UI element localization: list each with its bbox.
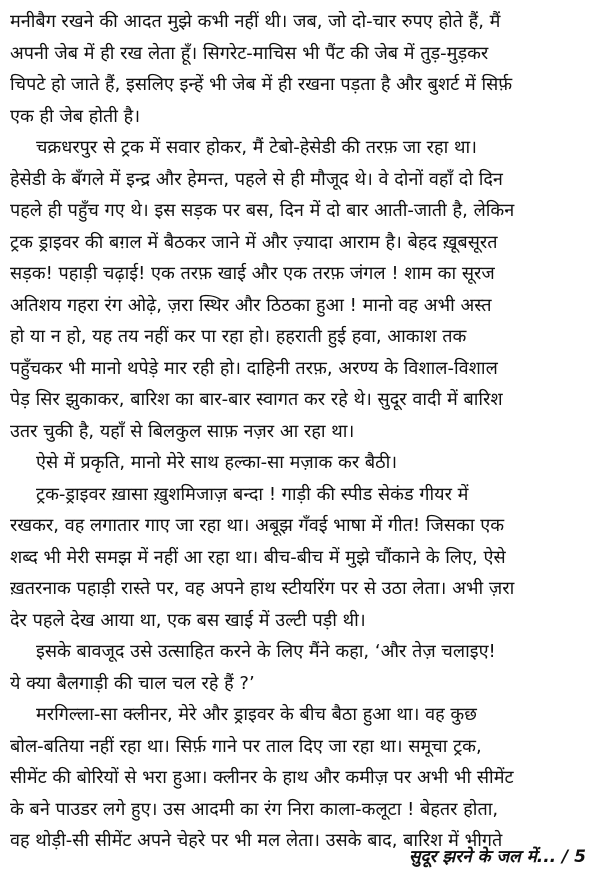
text-line: वह थोड़ी-सी सीमेंट अपने चेहरे पर भी मल लेता। उसके बाद, बारिश में भीगते: [10, 830, 503, 851]
text-line: शब्द भी मेरी समझ में नहीं आ रहा था। बीच-बीच में मुझे चौंकाने के लिए, ऐसे: [10, 546, 506, 568]
body-text: [10, 6, 592, 857]
text-line: हेसेडी के बँगले में इन्द्र और हेमन्त, पहले से ही मौजूद थे। वे दोनों वहाँ दो दिन: [10, 168, 503, 190]
text-line: ट्रक ड्राइवर की बग़ल में बैठकर जाने में और ज़्यादा आराम है। बेहद ख़ूबसूरत: [10, 231, 498, 253]
text-line: पेड़ सिर झुकाकर, बारिश का बार-बार स्वागत कर रहे थे। सुदूर वादी में बारिश: [10, 389, 503, 410]
paragraph: [10, 447, 592, 479]
text-line: के बने पाउडर लगे हुए। उस आदमी का रंग निरा काला-कलूटा ! बेहतर होता,: [10, 798, 499, 820]
text-line: उतर चुकी है, यहाँ से बिलकुल साफ़ नज़र आ रहा था।: [10, 420, 355, 442]
paragraph: [10, 699, 592, 857]
text-line: मनीबैग रखने की आदत मुझे कभी नहीं थी। जब, जो दो-चार रुपए होते हैं, मैं: [10, 11, 501, 32]
paragraph: [10, 132, 592, 447]
text-line: रखकर, वह लगातार गाए जा रहा था। अबूझ गँवई भाषा में गीत! जिसका एक: [10, 515, 505, 536]
text-line: अपनी जेब में ही रख लेता हूँ। सिगरेट-माचिस भी पैंट की जेब में तुड़-मुड़कर: [10, 42, 489, 64]
text-line: चक्रधरपुर से ट्रक में सवार होकर, मैं टेबो-हेसेडी की तरफ़ जा रहा था।: [36, 137, 477, 158]
paragraph: [10, 6, 592, 132]
text-line: देर पहले देख आया था, एक बस खाई में उल्टी पड़ी थी।: [10, 609, 366, 631]
text-line: ये क्या बैलगाड़ी की चाल चल रहे हैं ?’: [10, 672, 255, 694]
text-line: चिपटे हो जाते हैं, इसलिए इन्हें भी जेब में ही रखना पड़ता है और बुशर्ट में सिर्फ़: [10, 74, 513, 95]
paragraph: [10, 636, 592, 699]
page-footer: सुदूर झरने के जल में... / 5: [409, 847, 586, 867]
text-line: सीमेंट की बोरियों से भरा हुआ। क्लीनर के हाथ और कमीज़ पर अभी भी सीमेंट: [10, 767, 514, 788]
text-line: ख़तरनाक पहाड़ी रास्ते पर, वह अपने हाथ स्टीयरिंग पर से उठा लेता। अभी ज़रा: [10, 578, 515, 599]
text-line: पहले ही पहुँच गए थे। इस सड़क पर बस, दिन में दो बार आती-जाती है, लेकिन: [10, 200, 515, 221]
text-line: ऐसे में प्रकृति, मानो मेरे साथ हल्का-सा मज़ाक कर बैठी।: [36, 452, 398, 473]
text-line: बोल-बतिया नहीं रहा था। सिर्फ़ गाने पर ताल दिए जा रहा था। समूचा ट्रक,: [10, 735, 482, 757]
text-line: हो या न हो, यह तय नहीं कर पा रहा हो। हहराती हुई हवा, आकाश तक: [10, 326, 467, 347]
paragraph: [10, 479, 592, 637]
text-line: इसके बावजूद उसे उत्साहित करने के लिए मैंने कहा, ‘और तेज़ चलाइए!: [36, 641, 496, 662]
text-line: अतिशय गहरा रंग ओढ़े, ज़रा स्थिर और ठिठका हुआ ! मानो वह अभी अस्त: [10, 294, 492, 316]
text-line: ट्रक-ड्राइवर ख़ासा ख़ुशमिजाज़ बन्दा ! गाड़ी की स्पीड सेकंड गीयर में: [36, 483, 469, 505]
text-line: मरगिल्ला-सा क्लीनर, मेरे और ड्राइवर के बीच बैठा हुआ था। वह कुछ: [36, 704, 477, 725]
text-line: एक ही जेब होती है।: [10, 105, 141, 127]
text-line: पहुँचकर भी मानो थपेड़े मार रही हो। दाहिनी तरफ़, अरण्य के विशाल-विशाल: [10, 357, 498, 379]
text-line: सड़क! पहाड़ी चढ़ाई! एक तरफ़ खाई और एक तरफ़ जंगल ! शाम का सूरज: [10, 263, 495, 284]
